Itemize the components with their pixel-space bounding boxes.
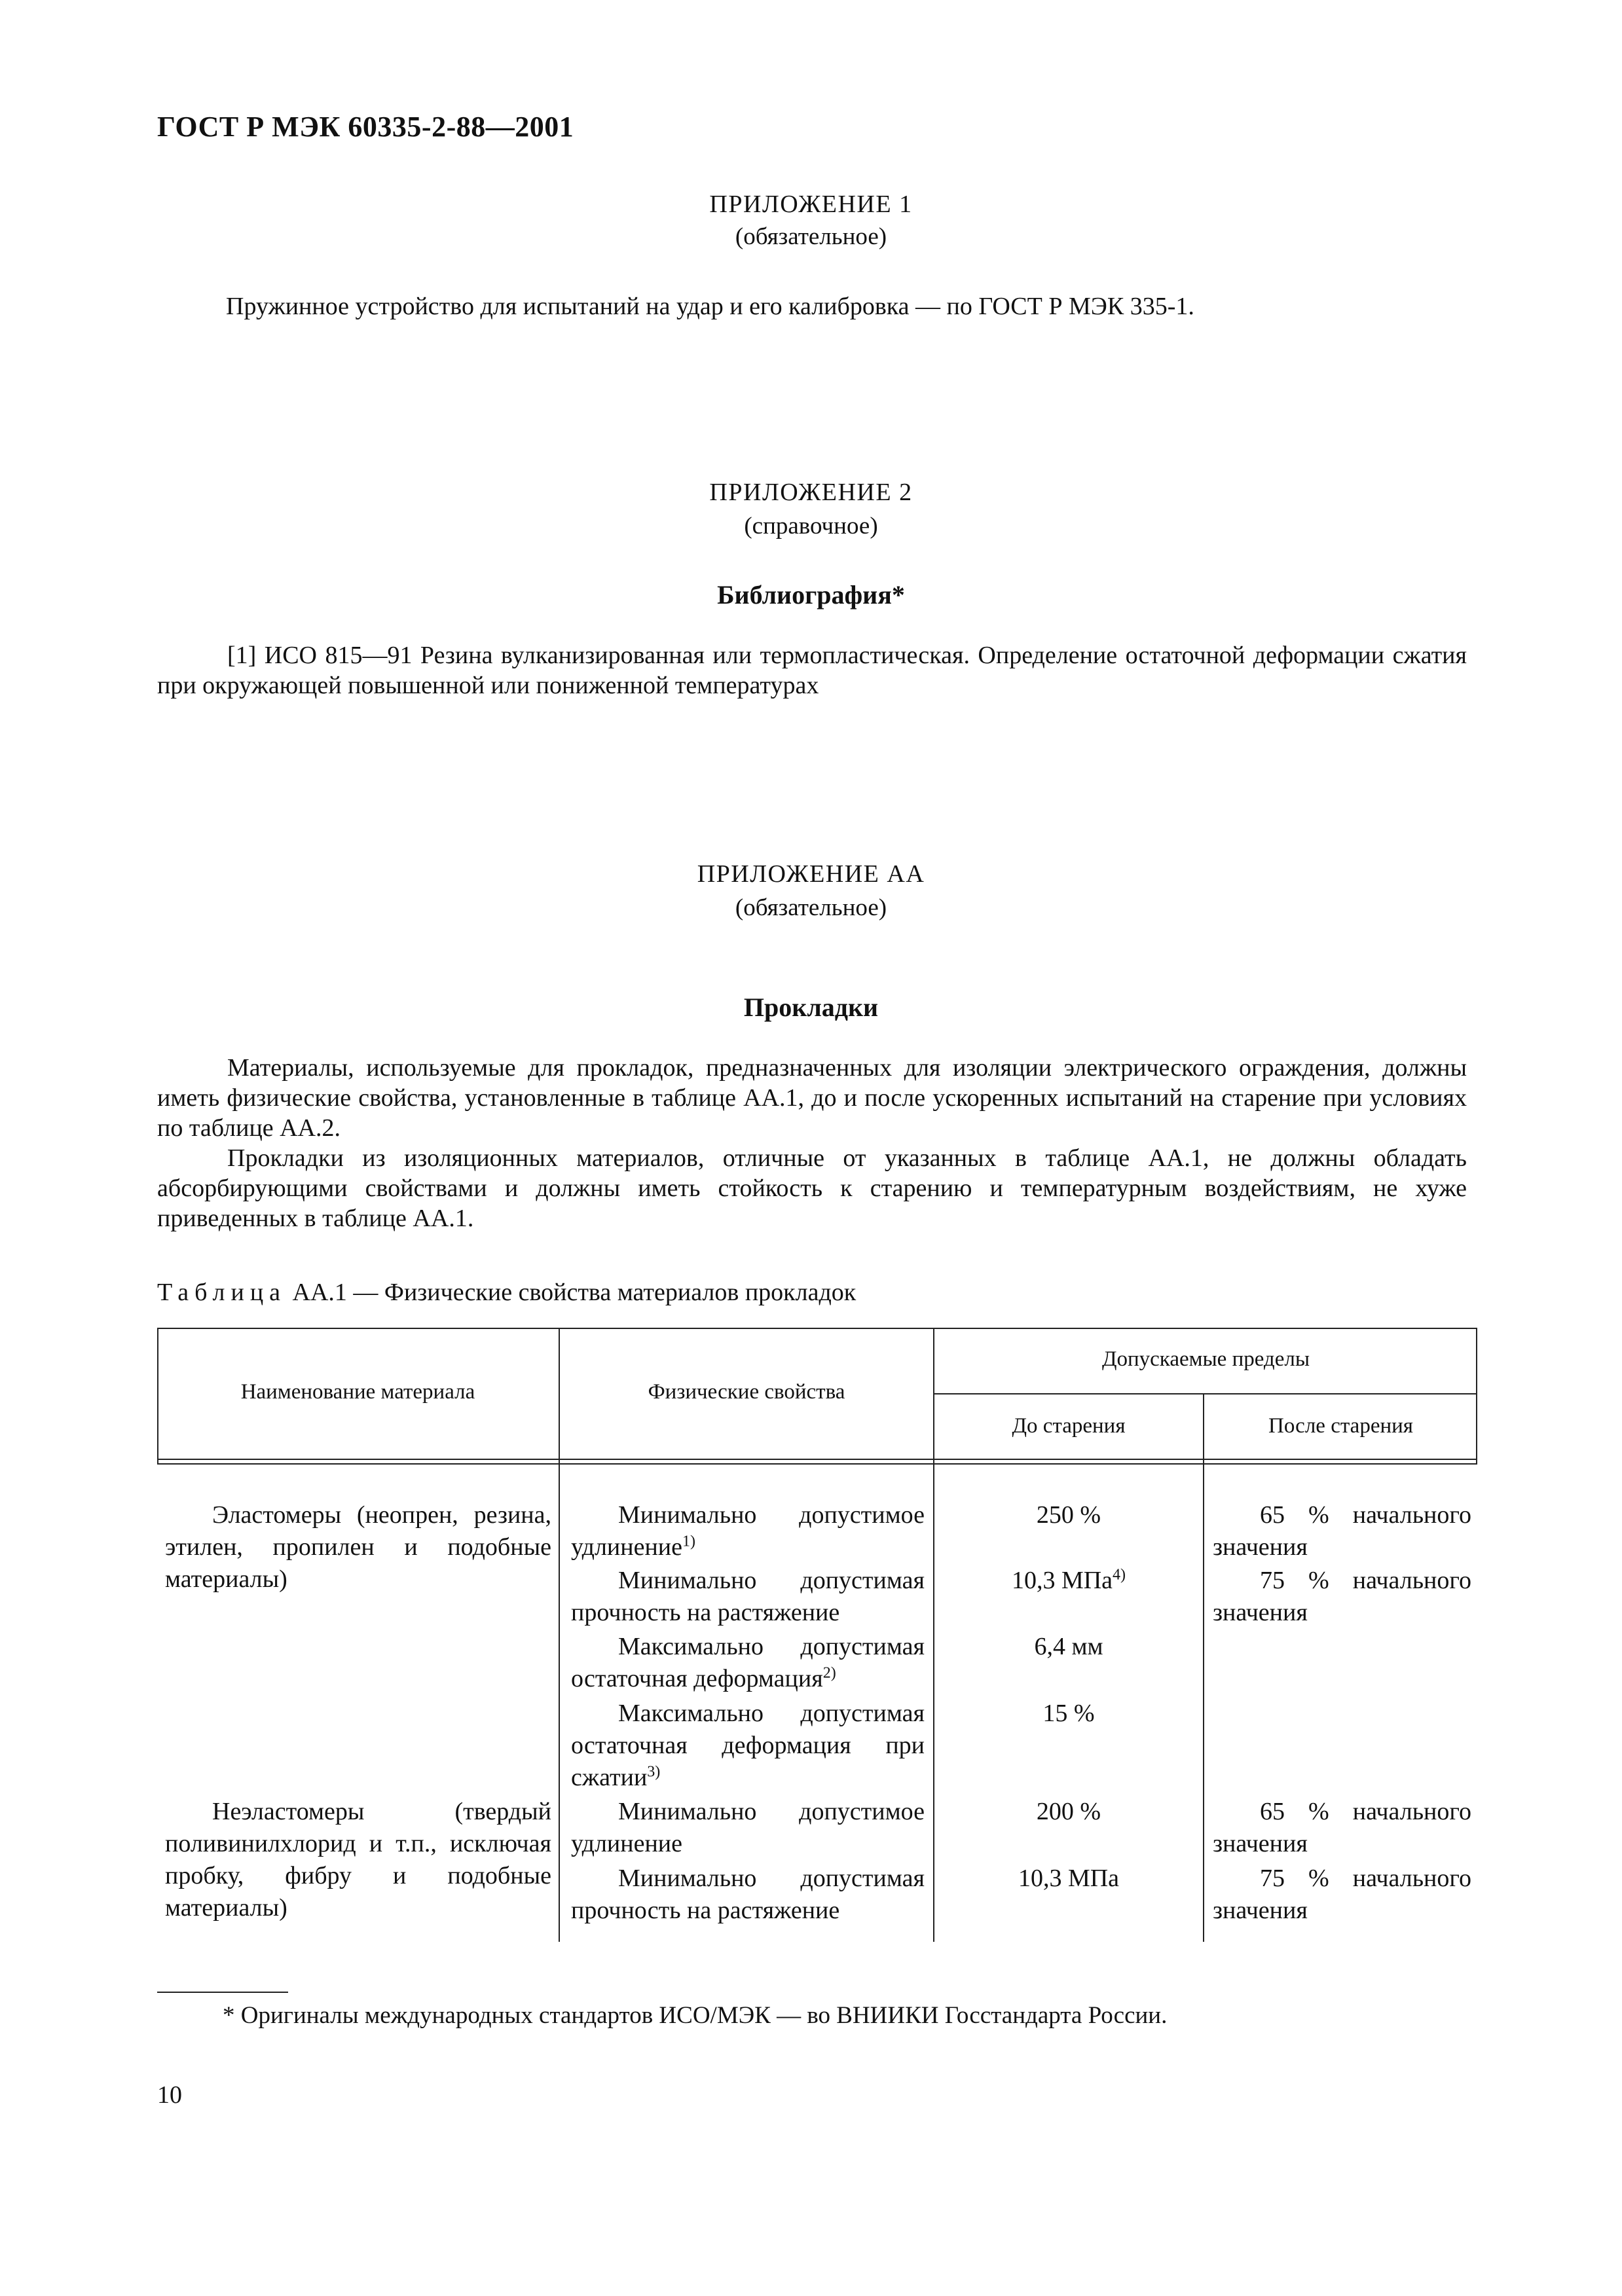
header-property: Физические свойства	[648, 1380, 845, 1404]
property-text: Минимально допустимое удлинение	[571, 1501, 925, 1561]
appendix2-title: ПРИЛОЖЕНИЕ 2	[709, 479, 913, 506]
document-header: ГОСТ Р МЭК 60335-2-88—2001	[157, 111, 574, 143]
page-number: 10	[157, 2081, 182, 2109]
after-aging-value: 75 % начального значения	[1213, 1567, 1471, 1626]
bibliography-ref: [1] ИСО 815—91 Резина вулканизированная или термопластическая. Определение остаточной деформации сжатия при окружающей повышенной или пониженной температурах	[157, 642, 1467, 699]
after-aging-value: 65 % начального значения	[1213, 1501, 1471, 1561]
bibliography-heading: Библиография*	[717, 580, 905, 610]
after-aging-value: 75 % начального значения	[1213, 1865, 1471, 1924]
before-aging-value: 200 %	[1036, 1798, 1101, 1825]
appendixAA-title: ПРИЛОЖЕНИЕ АА	[697, 860, 925, 888]
appendix1-text: Пружинное устройство для испытаний на удар и его калибровка — по ГОСТ Р МЭК 335-1.	[226, 293, 1194, 320]
footnote-ref: 2)	[822, 1664, 836, 1682]
before-aging-text: 10,3 МПа	[1011, 1567, 1113, 1594]
material-elastomers: Эластомеры (неопрен, резина, этилен, пропилен и подобные материалы)	[165, 1501, 551, 1593]
footnote-ref: 3)	[647, 1763, 661, 1781]
header-before-aging: До старения	[1012, 1414, 1126, 1438]
property-text: Минимально допустимая прочность на растяжение	[571, 1865, 925, 1924]
appendix2-status: (справочное)	[744, 513, 878, 539]
header-limits: Допускаемые пределы	[1101, 1347, 1310, 1371]
table-caption-text: АА.1 — Физические свойства материалов прокладок	[292, 1279, 857, 1306]
appendixAA-status: (обязательное)	[735, 894, 887, 921]
property-text: Минимально допустимое удлинение	[571, 1798, 925, 1857]
after-aging-value: 65 % начального значения	[1213, 1798, 1471, 1857]
footnote-ref: 1)	[682, 1533, 695, 1550]
footnote: * Оригиналы международных стандартов ИСО/МЭК — во ВНИИКИ Госстандарта России.	[223, 2002, 1168, 2029]
before-aging-value: 6,4 мм	[1034, 1633, 1103, 1660]
gaskets-paragraph-1: Материалы, используемые для прокладок, предназначенных для изоляции электрического ограждения, должны иметь физические свойства, установленные в таблице АА.1, до и после ускоренных испытаний на старение при условиях по таблице АА.2.	[157, 1054, 1467, 1142]
footnote-rule	[157, 1992, 288, 1993]
property-text: Минимально допустимая прочность на растяжение	[571, 1567, 925, 1626]
appendix1-title: ПРИЛОЖЕНИЕ 1	[709, 191, 913, 218]
table-caption	[157, 1278, 856, 1307]
before-aging-value: 15 %	[1042, 1700, 1095, 1727]
footnote-ref: 4)	[1113, 1566, 1126, 1584]
gaskets-heading: Прокладки	[743, 993, 879, 1022]
table-row-property	[571, 1499, 925, 1563]
properties-table	[157, 1328, 1477, 1942]
header-material: Наименование материала	[240, 1380, 475, 1404]
before-aging-value	[934, 1565, 1203, 1597]
before-aging-value: 10,3 МПа	[1018, 1865, 1120, 1892]
table-row-property	[571, 1565, 925, 1629]
property-text: Максимально допустимая остаточная деформация	[571, 1633, 925, 1692]
table-row-property	[571, 1631, 925, 1695]
table-caption-word: Таблица	[157, 1279, 287, 1306]
header-after-aging: После старения	[1268, 1414, 1413, 1438]
table-row-property	[571, 1698, 925, 1794]
appendix1-status: (обязательное)	[735, 223, 887, 250]
material-nonelastomers: Неэластомеры (твердый поливинилхлорид и т.п., исключая пробку, фибру и подобные материалы)	[165, 1798, 551, 1922]
property-text: Максимально допустимая остаточная деформация при сжатии	[571, 1700, 925, 1791]
gaskets-paragraph-2: Прокладки из изоляционных материалов, отличные от указанных в таблице АА.1, не должны обладать абсорбирующими свойствами и должны иметь стойкость к старению и температурным воздействиям, не хуже приведенных в таблице АА.1.	[157, 1144, 1467, 1232]
before-aging-value: 250 %	[1036, 1501, 1101, 1529]
